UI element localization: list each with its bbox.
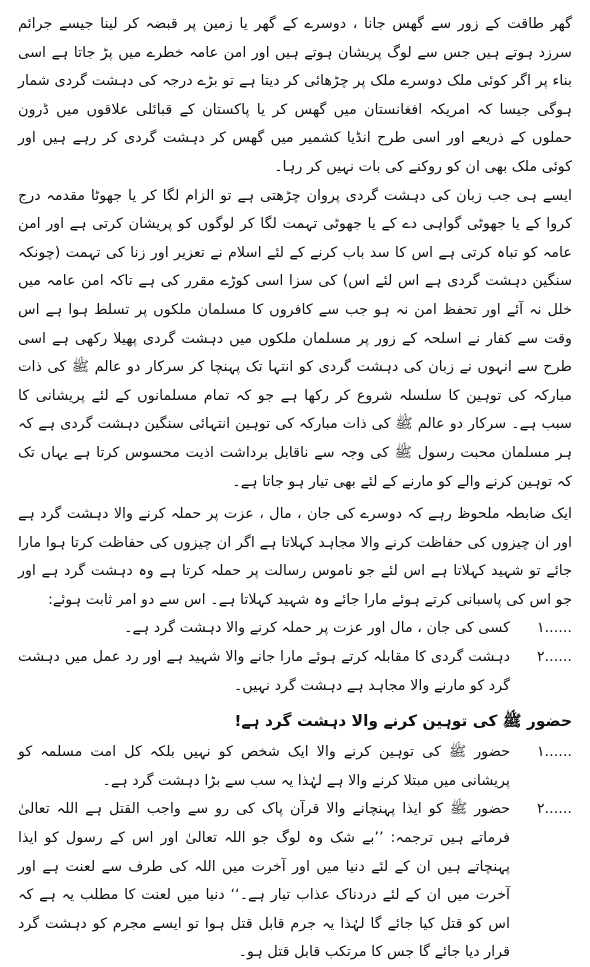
list-item-text: کسی کی جان ، مال اور عزت پر حملہ کرنے والا دہشت گرد ہے۔ xyxy=(123,620,510,637)
points-list xyxy=(18,738,572,967)
list-item-number: ۲...... xyxy=(536,649,572,666)
list-item xyxy=(18,614,572,643)
list-item xyxy=(18,738,572,795)
paragraph-invasion-terrorism: گھر طاقت کے زور سے گھس جانا ، دوسرے کے گھر یا زمین پر قبضہ کر لینا جیسے جرائم سرزد ہوتے ہیں جس سے لوگ پریشان ہوتے ہیں اور امن عامہ خطرے میں پڑ جاتا ہے اسی بناء پر اگر کوئی ملک دوسرے ملک پر چڑھائی کر دیتا ہے تو بڑے درجہ کی دہشت گردی شمار ہوگی جیسا کہ امریکہ افغانستان میں گھس کر یا پاکستان کے قبائلی علاقوں میں ڈرون حملوں کے ذریعے اور اسی طرح انڈیا کشمیر میں گھس کر دہشت گردی کر رہے ہیں اور کوئی ملک بھی ان کو روکنے کی بات نہیں کر رہا۔ xyxy=(18,16,572,175)
list-item-text: حضور ﷺ کی توہین کرنے والا ایک شخص کو نہیں بلکہ کل امت مسلمہ کو پریشانی میں مبتلا کرنے والا ہے لہٰذا یہ سب سے بڑا دہشت گرد ہے۔ xyxy=(18,744,510,789)
list-item xyxy=(18,795,572,967)
list-item-number: ۱...... xyxy=(536,744,572,761)
list-item-number: ۱...... xyxy=(536,620,572,637)
list-item-text: حضور ﷺ کو ایذا پہنچانے والا قرآن پاک کی رو سے واجب القتل ہے اللہ تعالیٰ فرماتے ہیں ترجمہ: ’’بے شک وہ لوگ جو اللہ تعالیٰ اور اس کے رسول کو ایذا پہنچاتے ہیں ان کے لئے دنیا میں اور آخرت میں اللہ کی طرف سے لعنت ہے اور آخرت میں ان کے لئے دردناک عذاب تیار ہے۔‘‘ دنیا میں لعنت کا مطلب یہ ہے کہ اس کو قتل کیا جائے گا لہٰذا یہ جرم قابل قتل ہوا تو ایسے مجرم کو دہشت گرد قرار دیا جائے گا جس کا مرتکب قابل قتل ہو۔ xyxy=(18,801,510,961)
conclusions-list xyxy=(18,614,572,700)
list-item-number: ۲...... xyxy=(536,801,572,818)
list-item xyxy=(18,643,572,700)
paragraph-tongue-terrorism: ایسے ہی جب زبان کی دہشت گردی پروان چڑھتی ہے تو الزام لگا کر یا جھوٹا مقدمہ درج کروا کے یا جھوٹی گواہی دے کے یا جھوٹی تہمت لگا کر لوگوں کو پریشان کرتی ہے اور امن عامہ کو تباہ کرتی ہے اس کا سد باب کرنے کے لئے اسلام نے تعزیر اور زنا کی تہمت (چونکہ سنگین دہشت گردی ہے اس لئے اس) کی سزا اسی کوڑے مقرر کی ہے تاکہ امن عامہ میں خلل نہ آئے اور تحفظ امن نہ ہو جب سے کافروں کا مسلمان ملکوں پر تسلط ہوا ہے اس وقت سے کفار نے اسلحہ کے زور پر مسلمان ملکوں میں دہشت گردی پھیلا رکھی ہے اسی طرح سے انہوں نے زبان کی دہشت گردی کو انتہا تک پہنچا کر سرکار دو عالم ﷺ کی ذات مبارکہ کی توہین کا سلسلہ شروع کر رکھا ہے جو کہ تمام مسلمانوں کے لئے پریشانی کا سبب ہے۔ سرکار دو عالم ﷺ کی ذات مبارکہ کی توہین انتہائی سنگین دہشت گردی ہے کہ ہر مسلمان محبت رسول ﷺ کی وجہ سے ناقابل برداشت اذیت محسوس کرتا ہے یہاں تک کہ توہین کرنے والے کو مارنے کے لئے بھی تیار ہو جاتا ہے۔ xyxy=(18,187,572,490)
list-item-text: دہشت گردی کا مقابلہ کرتے ہوئے مارا جانے والا شہید ہے اور رد عمل میں دہشت گرد کو مارنے والا مجاہد ہے دہشت گرد نہیں۔ xyxy=(18,649,510,694)
paragraph-principle: ایک ضابطہ ملحوظ رہے کہ دوسرے کی جان ، مال ، عزت پر حملہ کرنے والا دہشت گرد ہے اور ان چیزوں کی حفاظت کرنے والا مجاہد کہلاتا ہے اگر ان چیزوں کی حفاظت کرتا ہوا مارا جائے تو شہید کہلاتا ہے اس لئے جو ناموس رسالت پر حملہ کرتا ہے وہ دہشت گرد ہے اور جو اس کی پاسبانی کرتے ہوئے مارا جائے وہ شہید کہلاتا ہے۔ اس سے دو امر ثابت ہوئے: xyxy=(18,506,572,608)
section-heading: حضور ﷺ کی توہین کرنے والا دہشت گرد ہے! xyxy=(234,712,572,731)
